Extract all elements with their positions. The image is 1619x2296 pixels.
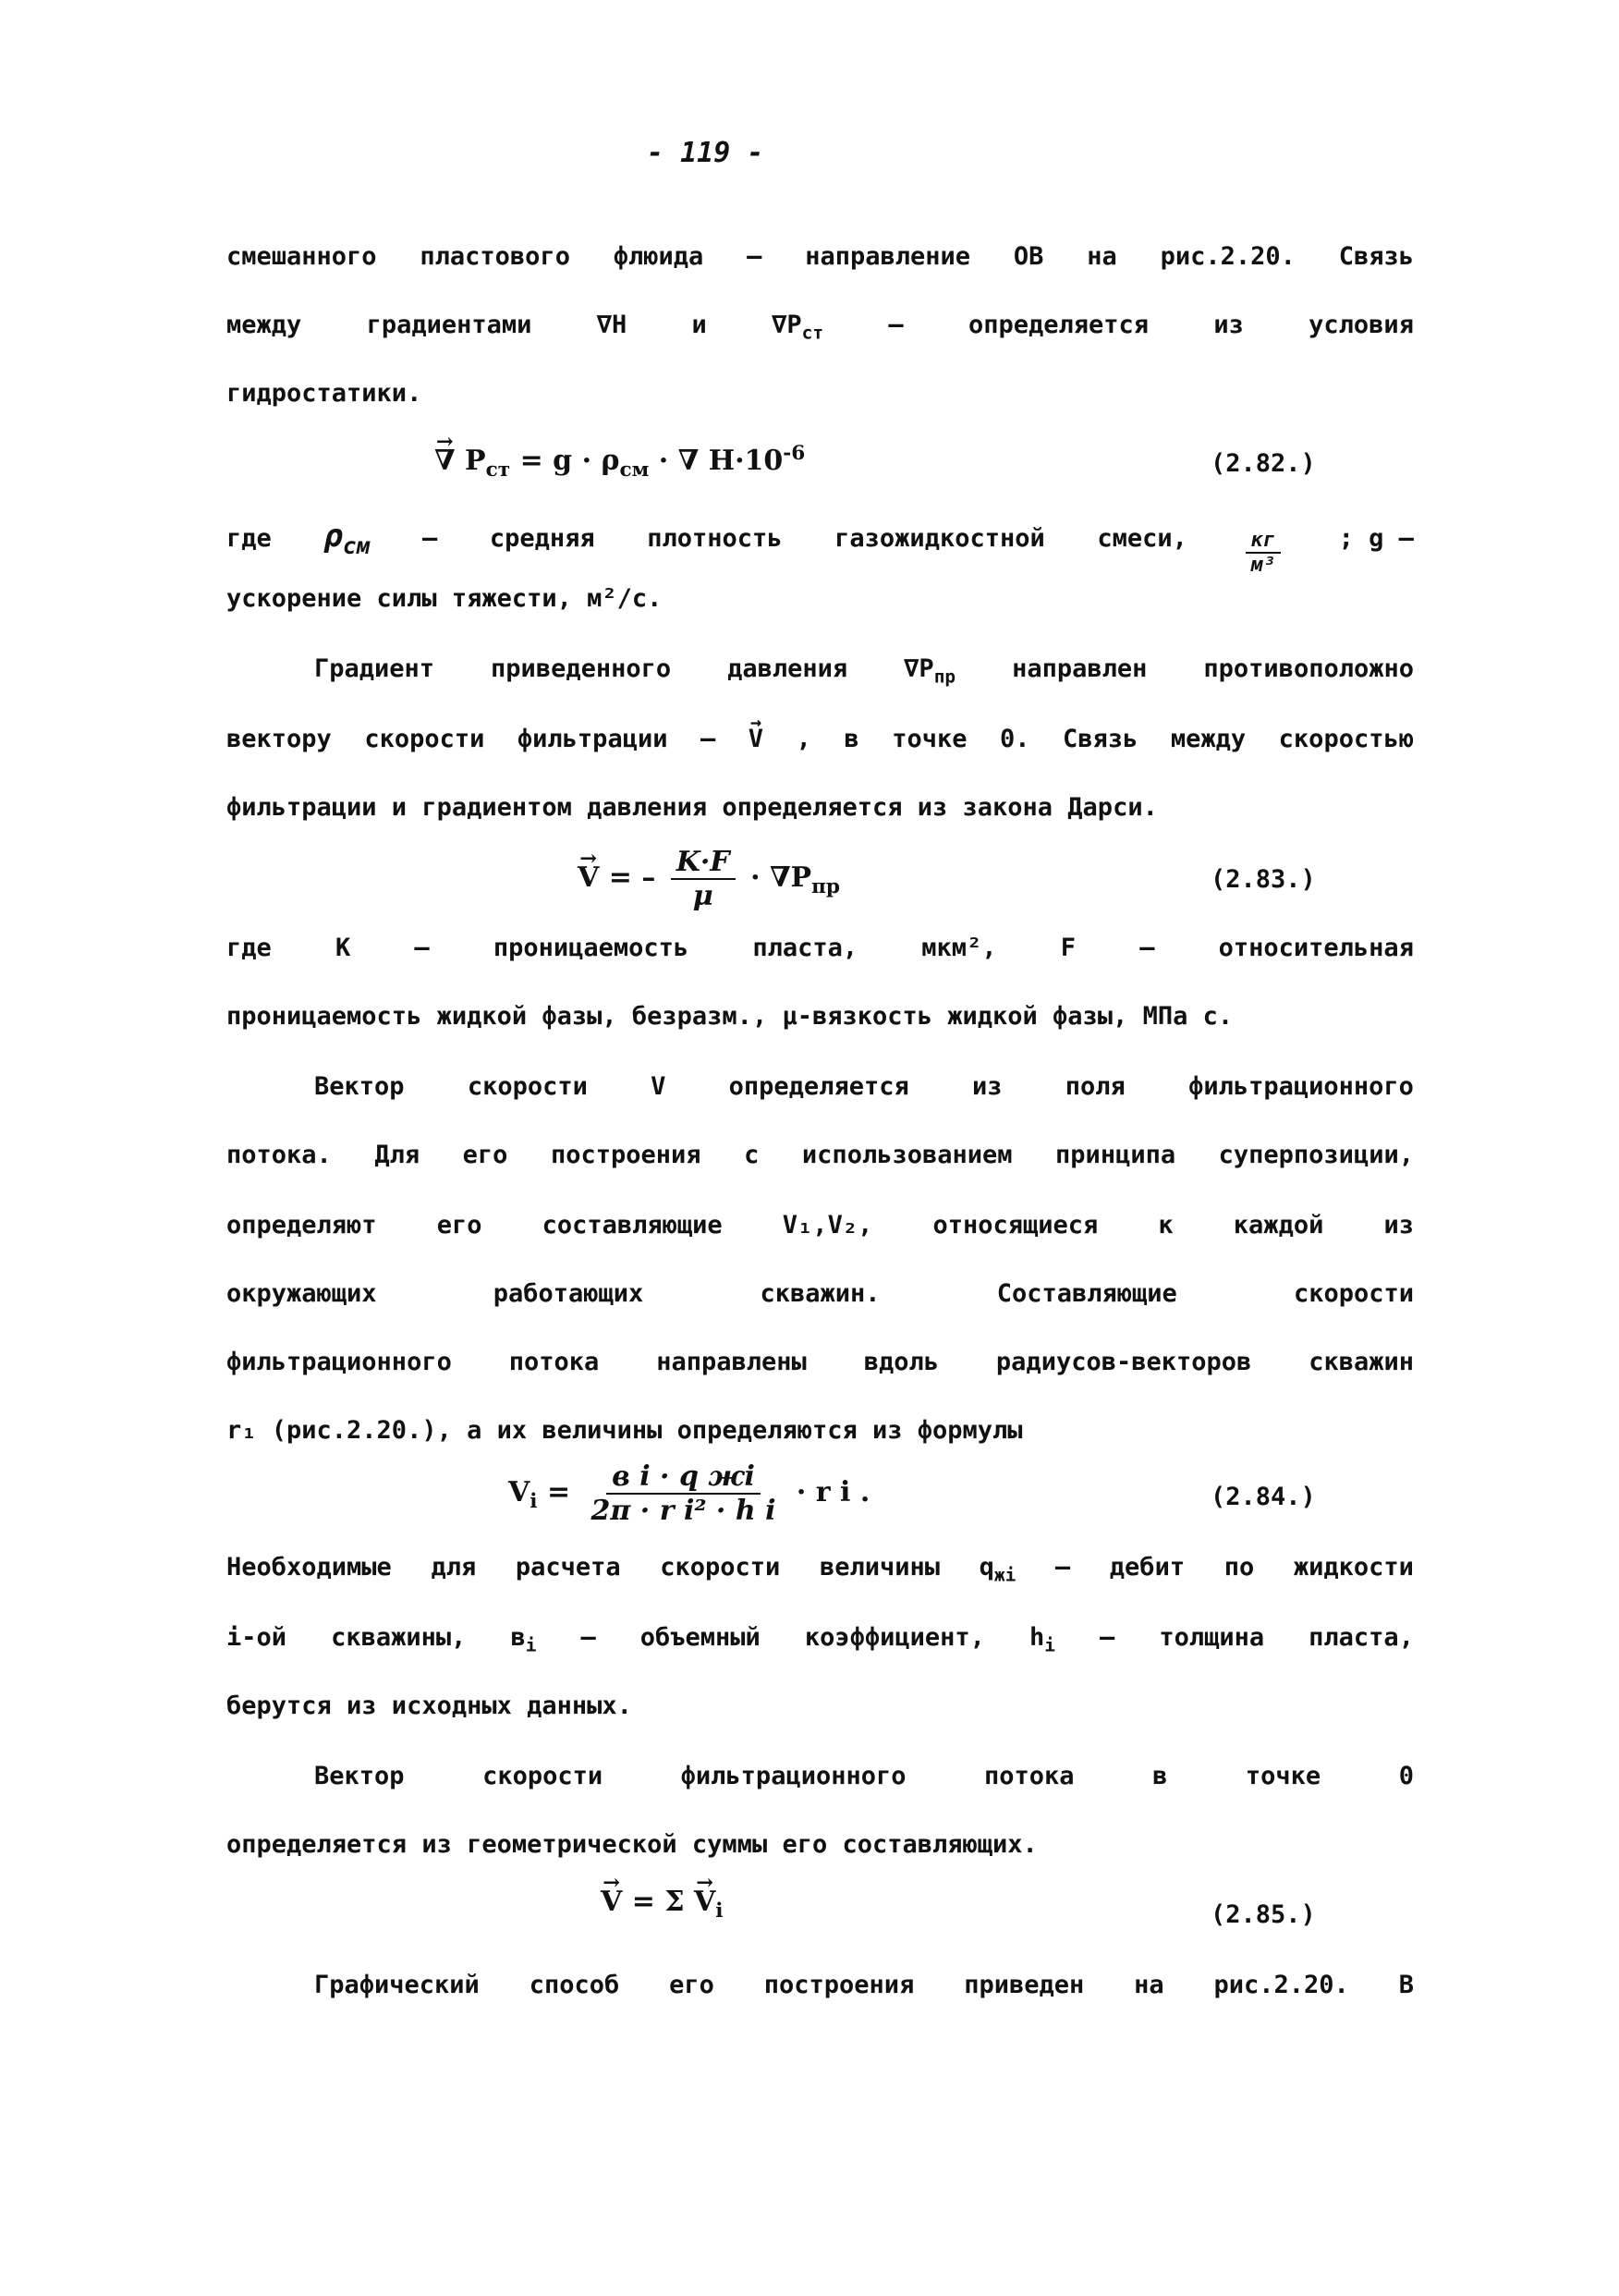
- word: использованием: [801, 1141, 1013, 1169]
- word: В: [1398, 1971, 1414, 1999]
- word: его: [669, 1971, 714, 1999]
- word: h: [1029, 1623, 1045, 1652]
- word: суперпозиции,: [1218, 1141, 1414, 1169]
- text-line-6: [314, 654, 1414, 687]
- word: вдоль: [863, 1348, 939, 1376]
- word: точке: [892, 725, 968, 753]
- word: газожидкостной: [834, 524, 1045, 553]
- word: Необходимые: [226, 1553, 392, 1582]
- word: флюида: [613, 242, 704, 271]
- word: в: [844, 725, 859, 753]
- word: в: [510, 1623, 526, 1652]
- word: –: [888, 311, 904, 339]
- equation-2-84: $V_i$ = $\frac{\text{в i · q жi}}{\text{2π · r i² · h i}}$ · r i .: [508, 1460, 870, 1527]
- text-line-10: [226, 1002, 1414, 1031]
- word: м³: [1250, 554, 1275, 577]
- word: Для: [374, 1141, 420, 1169]
- word: ускорение силы тяжести, м²/с.: [226, 584, 663, 613]
- word: коэффициент,: [804, 1623, 985, 1652]
- word: скорости: [467, 1072, 588, 1101]
- rho-symbol: $\rho_{см}$: [323, 518, 371, 559]
- text-line-16: [226, 1416, 1414, 1445]
- word: относительная: [1218, 934, 1414, 962]
- word: ,: [796, 725, 811, 753]
- word: градиентами: [366, 311, 532, 339]
- text-line-14: [226, 1279, 1414, 1308]
- word: Вектор: [314, 1072, 405, 1101]
- word: r₁ (рис.2.20.), а их величины определяются из формулы: [226, 1416, 1023, 1445]
- word: с: [744, 1141, 760, 1169]
- word: радиусов-векторов: [995, 1348, 1252, 1376]
- word: приведенного: [491, 654, 672, 683]
- word: из: [1213, 311, 1244, 339]
- word: K: [335, 934, 351, 962]
- word: определяют: [226, 1211, 377, 1240]
- word: –: [1054, 1553, 1071, 1582]
- word: –: [414, 934, 430, 962]
- page-number: - 119 -: [647, 137, 764, 169]
- word: по: [1223, 1553, 1255, 1582]
- word: проницаемость жидкой фазы, безразм., μ-вязкость жидкой фазы, МПа с.: [226, 1002, 1234, 1031]
- equation-2-83: → V = – $\frac{K\cdot F}{\mu}$ · $\nabla P_{пр}$: [578, 846, 840, 912]
- word: между: [226, 311, 302, 339]
- word: скоростью: [1278, 725, 1414, 753]
- word: приведен: [964, 1971, 1085, 1999]
- word: 0.: [1000, 725, 1030, 753]
- word: –: [1139, 934, 1155, 962]
- word: i-ой: [226, 1623, 287, 1652]
- word: фильтрационного: [1188, 1072, 1414, 1101]
- gradient-symbol: $\nabla P_{ст}$: [772, 311, 824, 344]
- text-line-11: [314, 1072, 1414, 1101]
- word: скорости: [1293, 1279, 1414, 1308]
- word: дебит: [1109, 1553, 1186, 1582]
- word: плотность: [647, 524, 783, 553]
- word: определяется из геометрической суммы его составляющих.: [226, 1830, 1038, 1859]
- text-line-13: [226, 1211, 1414, 1240]
- word: скорости: [364, 725, 485, 753]
- word: работающих: [493, 1279, 644, 1308]
- equation-2-85: → $V = \Sigma \to V_i$: [601, 1886, 723, 1923]
- word: гидростатики.: [226, 379, 422, 408]
- word: расчета: [515, 1553, 621, 1582]
- word: пластового: [420, 242, 570, 271]
- word: построения: [763, 1971, 915, 1999]
- word: скорости: [660, 1553, 781, 1582]
- word: Графический: [314, 1971, 480, 1999]
- word: проницаемость: [493, 934, 689, 962]
- word: условия: [1309, 311, 1414, 339]
- word: –: [1100, 1623, 1115, 1652]
- equation-number: (2.83.): [1211, 865, 1316, 894]
- equation-number: (2.84.): [1211, 1483, 1316, 1511]
- word: рис.2.20.: [1213, 1971, 1349, 1999]
- word: –: [747, 242, 762, 271]
- text-line-21: [226, 1830, 1414, 1859]
- word: q: [979, 1553, 994, 1582]
- word: и: [691, 311, 707, 339]
- word: скорости: [482, 1762, 603, 1790]
- text-line-15: [226, 1348, 1414, 1376]
- text-line-8: [226, 793, 1414, 822]
- gradient-symbol: ∇H: [596, 311, 627, 339]
- word: каждой: [1233, 1211, 1324, 1240]
- equation-number: (2.85.): [1211, 1900, 1316, 1929]
- word: из: [1383, 1211, 1414, 1240]
- word: смеси,: [1097, 524, 1187, 553]
- word: мкм²,: [921, 934, 997, 962]
- gradient-symbol: $\nabla P_{пр}$: [904, 654, 956, 688]
- word: в: [1152, 1762, 1168, 1790]
- word: определяется: [728, 1072, 909, 1101]
- word: из: [972, 1072, 1003, 1101]
- word: фильтрации: [517, 725, 668, 753]
- word: направлен: [1012, 654, 1148, 683]
- word: скважин.: [760, 1279, 881, 1308]
- word: потока.: [226, 1141, 332, 1169]
- word: на: [1087, 242, 1117, 271]
- word: величины: [819, 1553, 940, 1582]
- text-line-19: [226, 1691, 1414, 1720]
- word: относящиеся: [932, 1211, 1099, 1240]
- word: скважин: [1309, 1348, 1414, 1376]
- word: вектору: [226, 725, 332, 753]
- text-line-4: [226, 518, 1414, 577]
- word: $в_i$: [510, 1623, 537, 1656]
- word: ∇P: [772, 311, 802, 339]
- word: жидкости: [1293, 1553, 1414, 1582]
- word: Связь: [1338, 242, 1414, 271]
- text-line-17: [226, 1553, 1414, 1585]
- text-line-3: [226, 379, 1414, 408]
- word: → V: [749, 725, 763, 753]
- word: давления: [727, 654, 848, 683]
- equation-2-82: → ∇ $P_{ст} = g \cdot \rho_{см}$ · ∇ $H\cdot 10^{-6}$: [434, 442, 805, 482]
- word: объемный: [639, 1623, 761, 1652]
- word: точке: [1245, 1762, 1321, 1790]
- word: фильтрации и градиентом давления определяется из закона Дарси.: [226, 793, 1158, 822]
- text-line-22: [314, 1971, 1414, 1999]
- word: толщина: [1159, 1623, 1265, 1652]
- equation-number: (2.82.): [1211, 449, 1316, 478]
- word: где: [226, 524, 272, 553]
- word: его: [462, 1141, 508, 1169]
- word: Связь: [1063, 725, 1138, 753]
- word: смешанного: [226, 242, 377, 271]
- word: Вектор: [314, 1762, 405, 1790]
- word: V: [651, 1072, 666, 1101]
- word: Градиент: [314, 654, 435, 683]
- word: ОВ: [1013, 242, 1044, 271]
- word: кг: [1246, 529, 1282, 554]
- word: поля: [1065, 1072, 1126, 1101]
- word: средняя: [489, 524, 595, 553]
- word: F: [1060, 934, 1077, 962]
- word: где: [226, 934, 272, 962]
- word: $h_i$: [1029, 1623, 1055, 1656]
- word: фильтрационного: [226, 1348, 452, 1376]
- word: ρ: [323, 518, 343, 555]
- word: для: [431, 1553, 477, 1582]
- word: определяется: [968, 311, 1150, 339]
- word: –: [580, 1623, 596, 1652]
- word: ∇P: [904, 654, 934, 683]
- word: противоположно: [1203, 654, 1414, 683]
- word: построения: [551, 1141, 701, 1169]
- text-line-9: [226, 934, 1414, 962]
- text-line-12: [226, 1141, 1414, 1169]
- word: потока: [508, 1348, 600, 1376]
- word: ; g –: [1338, 524, 1414, 553]
- word: потока: [984, 1762, 1075, 1790]
- word: 0: [1398, 1762, 1414, 1790]
- word: V₁,V₂,: [782, 1211, 873, 1240]
- word: –: [421, 524, 438, 553]
- text-line-18: [226, 1623, 1414, 1655]
- word: $q_{жi}$: [979, 1553, 1016, 1586]
- unit-fraction: [1246, 529, 1282, 577]
- word: берутся из исходных данных.: [226, 1691, 632, 1720]
- word: его: [436, 1211, 482, 1240]
- word: к: [1158, 1211, 1174, 1240]
- text-line-5: [226, 584, 1414, 613]
- word: окружающих: [226, 1279, 377, 1308]
- word: –: [700, 725, 716, 753]
- text-line-7: [226, 725, 1414, 753]
- text-line-2: [226, 311, 1414, 343]
- word: направлены: [656, 1348, 807, 1376]
- word: направление: [805, 242, 971, 271]
- word: Составляющие: [996, 1279, 1177, 1308]
- word: рис.2.20.: [1160, 242, 1296, 271]
- word: пласта,: [1309, 1623, 1414, 1652]
- word: способ: [529, 1971, 620, 1999]
- word: скважины,: [331, 1623, 467, 1652]
- text-line-1: [226, 242, 1414, 271]
- word: принципа: [1055, 1141, 1176, 1169]
- word: составляющие: [542, 1211, 723, 1240]
- word: фильтрационного: [680, 1762, 907, 1790]
- text-line-20: [314, 1762, 1414, 1790]
- word: пласта,: [752, 934, 858, 962]
- word: на: [1134, 1971, 1164, 1999]
- word: между: [1170, 725, 1247, 753]
